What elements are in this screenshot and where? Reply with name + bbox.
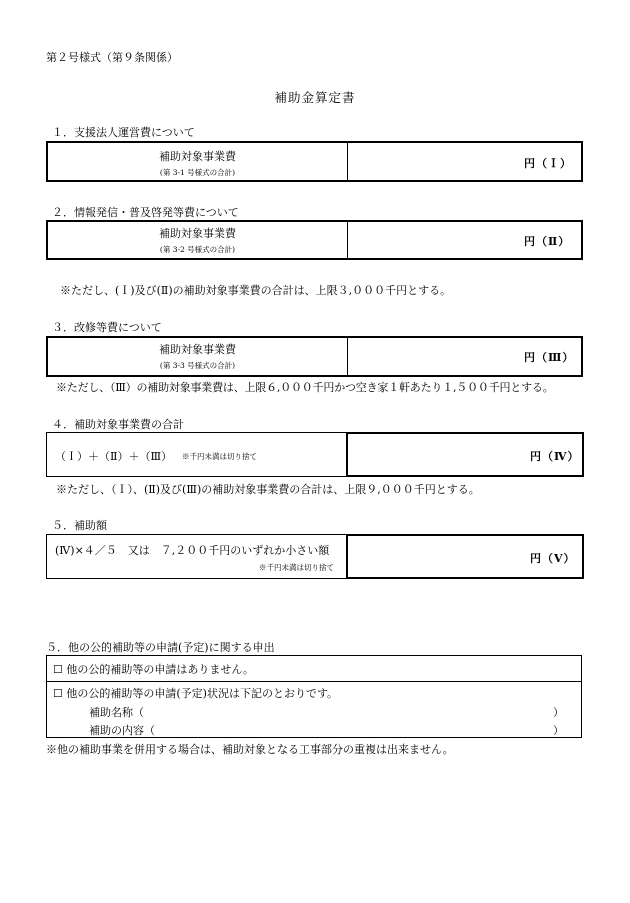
section-4-heading: ４．補助対象事業費の合計: [52, 418, 184, 431]
other-subsidy-box: [46, 655, 582, 738]
section-1-label-cell: [48, 143, 348, 180]
section-4-formula-cell: [47, 433, 348, 476]
option-no-other-subsidy[interactable]: ☐ 他の公的補助等の申請はありません。: [53, 663, 255, 676]
document-title: 補助金算定書: [274, 90, 356, 105]
subsidy-name-close-paren: ）: [553, 706, 564, 719]
footer-note: ※他の補助事業を併用する場合は、補助対象となる工事部分の重複は出来ません。: [46, 743, 454, 756]
section-5-formula: (Ⅳ)×４／５ 又は ７,２００千円のいずれか小さい額: [55, 544, 330, 557]
subsidy-content-label: 補助の内容（: [89, 724, 155, 737]
section-3-sublabel: (第 3-3 号様式の合計): [159, 361, 236, 370]
section-2-amount-label: 円（Ⅱ）: [524, 235, 571, 248]
section-5-formula-note: ※千円未満は切り捨て: [259, 563, 334, 572]
section-2-sublabel: (第 3-2 号様式の合計): [159, 245, 236, 254]
section-2-label-cell: [48, 222, 348, 258]
section-3-table: [46, 336, 583, 377]
section-1-heading: １．支援法人運営費について: [52, 126, 195, 139]
option-divider: [47, 681, 581, 682]
section-2-note: ※ただし、(Ｉ)及び(Ⅱ)の補助対象事業費の合計は、上限３,０００千円とする。: [60, 284, 452, 297]
section-4-amount-label: 円（Ⅳ）: [530, 450, 580, 463]
section-4-formula-note: ※千円未満は切り捨て: [182, 452, 257, 461]
section-3-label: 補助対象事業費: [159, 343, 236, 356]
section-5-formula-cell: [47, 535, 348, 578]
section-1-sublabel: (第 3-1 号様式の合計): [159, 168, 236, 177]
section-5-amount-cell: [346, 534, 584, 579]
section-2-heading: ２．情報発信・普及啓発等費について: [52, 206, 239, 219]
section-1-label: 補助対象事業費: [159, 150, 236, 163]
section-5-amount-label: 円（Ⅴ）: [530, 552, 576, 565]
section-3-amount-label: 円（Ⅲ）: [524, 351, 575, 364]
section-4-table: [46, 432, 583, 477]
section-3-note: ※ただし、（Ⅲ）の補助対象事業費は、上限６,０００千円かつ空き家１軒あたり１,５００千円とする。: [56, 381, 554, 394]
section-1-table: [46, 141, 583, 182]
section-3-heading: ３．改修等費について: [52, 321, 162, 334]
section-4-note: ※ただし、（Ｉ）、(Ⅱ)及び(Ⅲ)の補助対象事業費の合計は、上限９,０００千円とする。: [56, 483, 480, 496]
section-4-formula: （Ｉ）＋（Ⅱ）＋（Ⅲ）: [55, 450, 173, 463]
section-2-label: 補助対象事業費: [159, 227, 236, 240]
section-5-table: [46, 534, 583, 579]
section-6-heading: ５．他の公的補助等の申請(予定)に関する申出: [46, 641, 275, 654]
subsidy-content-close-paren: ）: [553, 724, 564, 737]
section-1-amount-label: 円（Ｉ）: [524, 157, 572, 170]
subsidy-name-label: 補助名称（: [89, 706, 144, 719]
form-number: 第２号様式（第９条関係）: [46, 51, 178, 64]
section-3-label-cell: [48, 338, 348, 375]
option-has-other-subsidy[interactable]: ☐ 他の公的補助等の申請(予定)状況は下記のとおりです。: [53, 687, 339, 700]
section-2-table: [46, 220, 583, 260]
section-4-amount-cell: [346, 432, 584, 477]
section-5-heading: ５．補助額: [52, 519, 107, 532]
